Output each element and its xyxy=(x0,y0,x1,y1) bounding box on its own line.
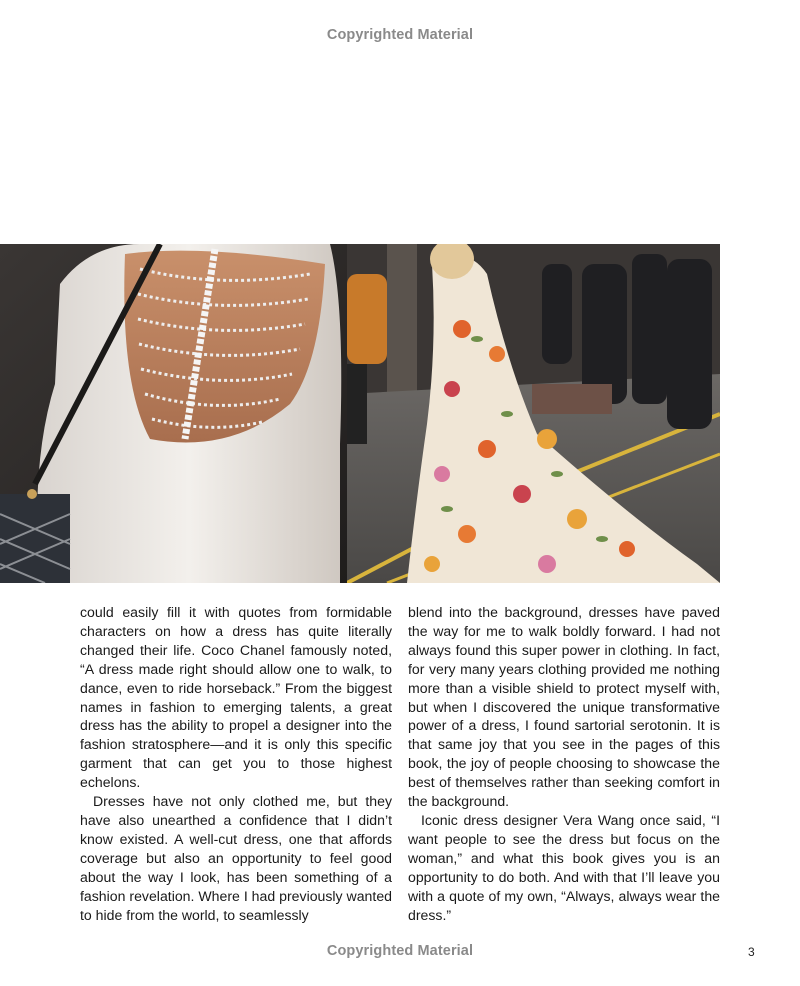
paragraph: blend into the background, dresses have paved the way for me to walk boldly forward. I had not always found this super power in clothing. In fact, for very many years clothing provided me nothing more than a visible shield to protect myself with, but when I discovered the unique transformative power of a dress, I found sartorial serotonin. It is that same joy that you see in the pages of this book, the joy of people choosing to showcase the best of themselves rather than seeking comfort in the background. xyxy=(408,604,720,810)
page-number: 3 xyxy=(748,945,755,959)
text-column-right xyxy=(408,603,720,924)
text-column-left xyxy=(80,603,392,924)
paragraph: could easily fill it with quotes from formidable characters on how a dress has quite literally changed their life. Coco Chanel famously noted, “A dress made right should allow one to walk, to dance, even to ride horseback.” From the biggest names in fashion to emerging talents, a great dress has the ability to propel a designer into the fashion stratosphere—and it is only this specific garment that can get you to those highest echelons. xyxy=(80,604,392,791)
paragraph: Iconic dress designer Vera Wang once said, “I want people to see the dress but focus on the woman,” and what this book gives you is an opportunity to do both. And with that I’ll leave you with a quote of my own, “Always, always wear the dress.” xyxy=(408,811,720,923)
photo-white-dress-illustration xyxy=(0,244,347,583)
copyright-watermark-top: Copyrighted Material xyxy=(326,27,474,43)
photo-floral-gown xyxy=(347,244,720,583)
copyright-watermark-bottom: Copyrighted Material xyxy=(326,943,474,959)
paragraph: Dresses have not only clothed me, but they have also unearthed a confidence that I didn’t know existed. A well-cut dress, one that affords coverage but also an opportunity to feel good about the way I look, has been something of a fashion revelation. Where I had previously wanted to hide from the world, to seamlessly xyxy=(80,793,392,923)
photo-white-dress xyxy=(0,244,347,583)
photo-floral-gown-illustration xyxy=(347,244,720,583)
